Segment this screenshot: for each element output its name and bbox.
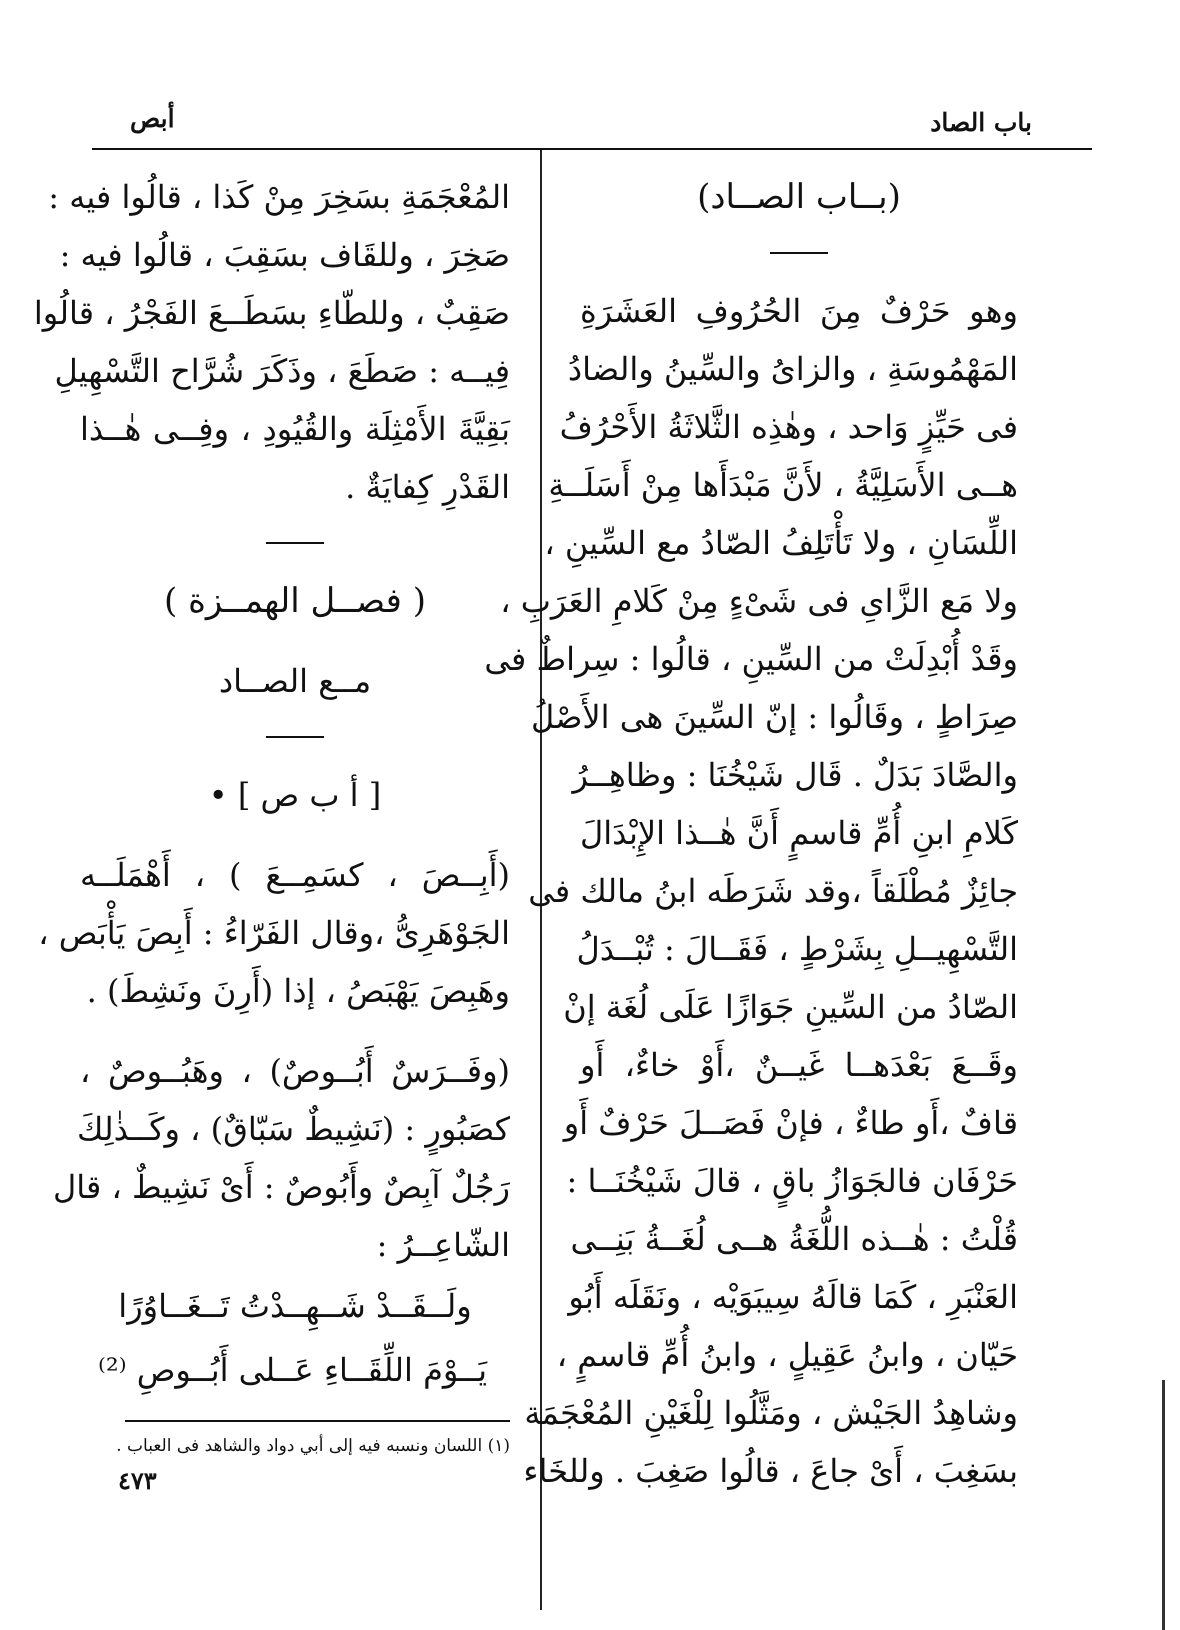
text-line: الجَوْهَرِىُّ ،وقال الفَرّاءُ : أَبِصَ يَأْبَص ، (38, 914, 510, 952)
definition-faras-abus (53, 1042, 510, 1274)
title-separator (770, 252, 828, 254)
text-line: صَخِرَ ، وللقَاف بسَقِبَ ، قالُوا فيه : (59, 236, 510, 274)
text-line: وقَــعَ بَعْدَهــا غَيــنٌ ،أَوْ خاءٌ، أَو (580, 1046, 1018, 1084)
text-line: ولا مَع الزَّاىِ فى شَىْءٍ مِنْ كَلامِ العَرَبِ ، (500, 582, 1018, 620)
running-header-entry: أبص (130, 104, 175, 133)
subtitle-separator (266, 736, 324, 738)
definition-abisa (38, 846, 510, 1020)
section-subtitle: مــع الصــاد (218, 662, 372, 700)
running-header-section: باب الصاد (930, 108, 1032, 137)
section-title: ( فصــل الهمــزة ) (164, 581, 426, 621)
page-number: ٤٧٣ (118, 1466, 157, 1495)
text-line: حَرْفَان فالجَوَازُ باقٍ ، قالَ شَيْخُنَــا : (566, 1162, 1018, 1200)
section-separator (266, 542, 324, 544)
scan-edge-mark (1162, 1380, 1165, 1630)
text-line: قُلْتُ : هٰــذه اللُّغَةُ هــى لُغَــةُ بَنِــى (570, 1220, 1018, 1258)
left-column (33, 168, 510, 1460)
text-line: وهو حَرْفٌ مِنَ الحُرُوفِ العَشَرَةِ (580, 292, 1018, 330)
footnote: (١) اللسان ونسبه فيه إلى أبي دواد والشاهد فى العباب . (116, 1436, 510, 1456)
text-line: الصّادُ من السِّينِ جَوَازًا عَلَى لُغَة إنْ (563, 988, 1018, 1026)
text-line: صِرَاطٍ ، وقَالُوا : إنّ السِّينَ هى الأَصْلُ (531, 698, 1018, 736)
text-line: بسَغِبَ ، أَىْ جاعَ ، قالُوا صَغِبَ . وللخَاء (523, 1452, 1018, 1490)
text-line: كَلامِ ابنِ أُمِّ قاسمٍ أَنَّ هٰــذا الإِبْدَالَ (580, 814, 1018, 852)
text-line: رَجُلٌ آبِصٌ وأَبُوصٌ : أَىْ نَشِيطٌ ، قال (53, 1168, 510, 1206)
text-line: صَقِبٌ ، وللطّاءِ بسَطَــعَ الفَجْرُ ، قالُوا (33, 294, 510, 332)
text-line: التَّسْهِيــلِ بِشَرْطٍ ، فَقَــالَ : تُبْــدَلُ (576, 930, 1018, 968)
header-rule (92, 148, 1092, 150)
right-column (484, 168, 1018, 1500)
text-line: فى حَيِّزٍ وَاحد ، وهٰذِه الثَّلاثَةُ الأَحْرُفُ (559, 408, 1018, 446)
text-line: (أَبِــصَ ، كسَمِــعَ ) ، أَهْمَلَــه (80, 856, 510, 894)
verse-hemistich-2: يَــوْمَ اللِّقَــاءِ عَــلى أَبُــوصِ ⁽²⁾ (98, 1351, 488, 1389)
right-column-body (484, 282, 1018, 1500)
text-line: المُعْجَمَةِ بسَخِرَ مِنْ كَذا ، قالُوا فيه : (48, 178, 510, 216)
footnote-rule (125, 1420, 510, 1422)
text-line: القَدْرِ كِفايَةٌ . (345, 468, 510, 506)
text-line: فِيــه : صَطَعَ ، وذَكَرَ شُرَّاح التَّسْهِيلِ (54, 352, 510, 390)
left-column-intro (33, 168, 510, 516)
text-line: حَيّان ، وابنُ عَقِيلٍ ، وابنُ أُمِّ قاسمٍ ، (556, 1336, 1018, 1374)
text-line: وشاهِدُ الجَيْش ، ومَثَّلُوا لِلْغَيْنِ المُعْجَمَة (524, 1394, 1018, 1432)
text-line: هــى الأَسَلِيَّةُ ، لأَنَّ مَبْدَأَها مِنْ أَسَلَــةِ (548, 466, 1018, 504)
text-line: بَقِيَّةَ الأَمْثِلَة والقُيُودِ ، وفِــى هٰــذا (80, 410, 510, 448)
text-line: جائِزٌ مُطْلَقاً ،وقد شَرَطَه ابنُ مالك فى (528, 872, 1018, 910)
text-line: العَنْبَرِ ، كَمَا قالَهُ سِيبَوَيْه ، ونَقَلَه أَبُو (568, 1278, 1018, 1316)
text-line: كصَبُورٍ : (نَشِيطٌ سَبّاقٌ) ، وكَــذٰلِكَ (76, 1110, 510, 1148)
text-line: وهَبِصَ يَهْبَصُ ، إذا (أَرِنَ ونَشِطَ) . (86, 972, 510, 1010)
text-line: المَهْمُوسَةِ ، والزاىُ والسِّينُ والضادُ (567, 350, 1018, 388)
text-line: وقَدْ أُبْدِلَتْ من السِّينِ ، قالُوا : سِراطٌ فى (484, 640, 1018, 678)
root-heading: [ أ ب ص ] • (208, 776, 382, 814)
text-line: قافٌ ،أَو طاءٌ ، فإنْ فَصَــلَ حَرْفٌ أَو (563, 1104, 1018, 1142)
text-line: اللِّسَانِ ، ولا تَأْتَلِفُ الصّادُ مع السِّينِ ، (544, 524, 1018, 562)
text-line: الشّاعِــرُ : (376, 1226, 510, 1264)
chapter-title: (بــاب الصــاد) (697, 177, 901, 217)
text-line: والصَّادَ بَدَلٌ . قَال شَيْخُنَا : وظاهِــرُ (572, 756, 1018, 794)
verse-hemistich-1: ولَــقَــدْ شَــهِــدْتُ تَــغَــاوُرًا (118, 1287, 472, 1325)
poetry-verse (80, 1274, 510, 1402)
text-line: (وفَــرَسٌ أَبُــوصٌ) ، وهَبُــوصٌ ، (80, 1052, 510, 1090)
